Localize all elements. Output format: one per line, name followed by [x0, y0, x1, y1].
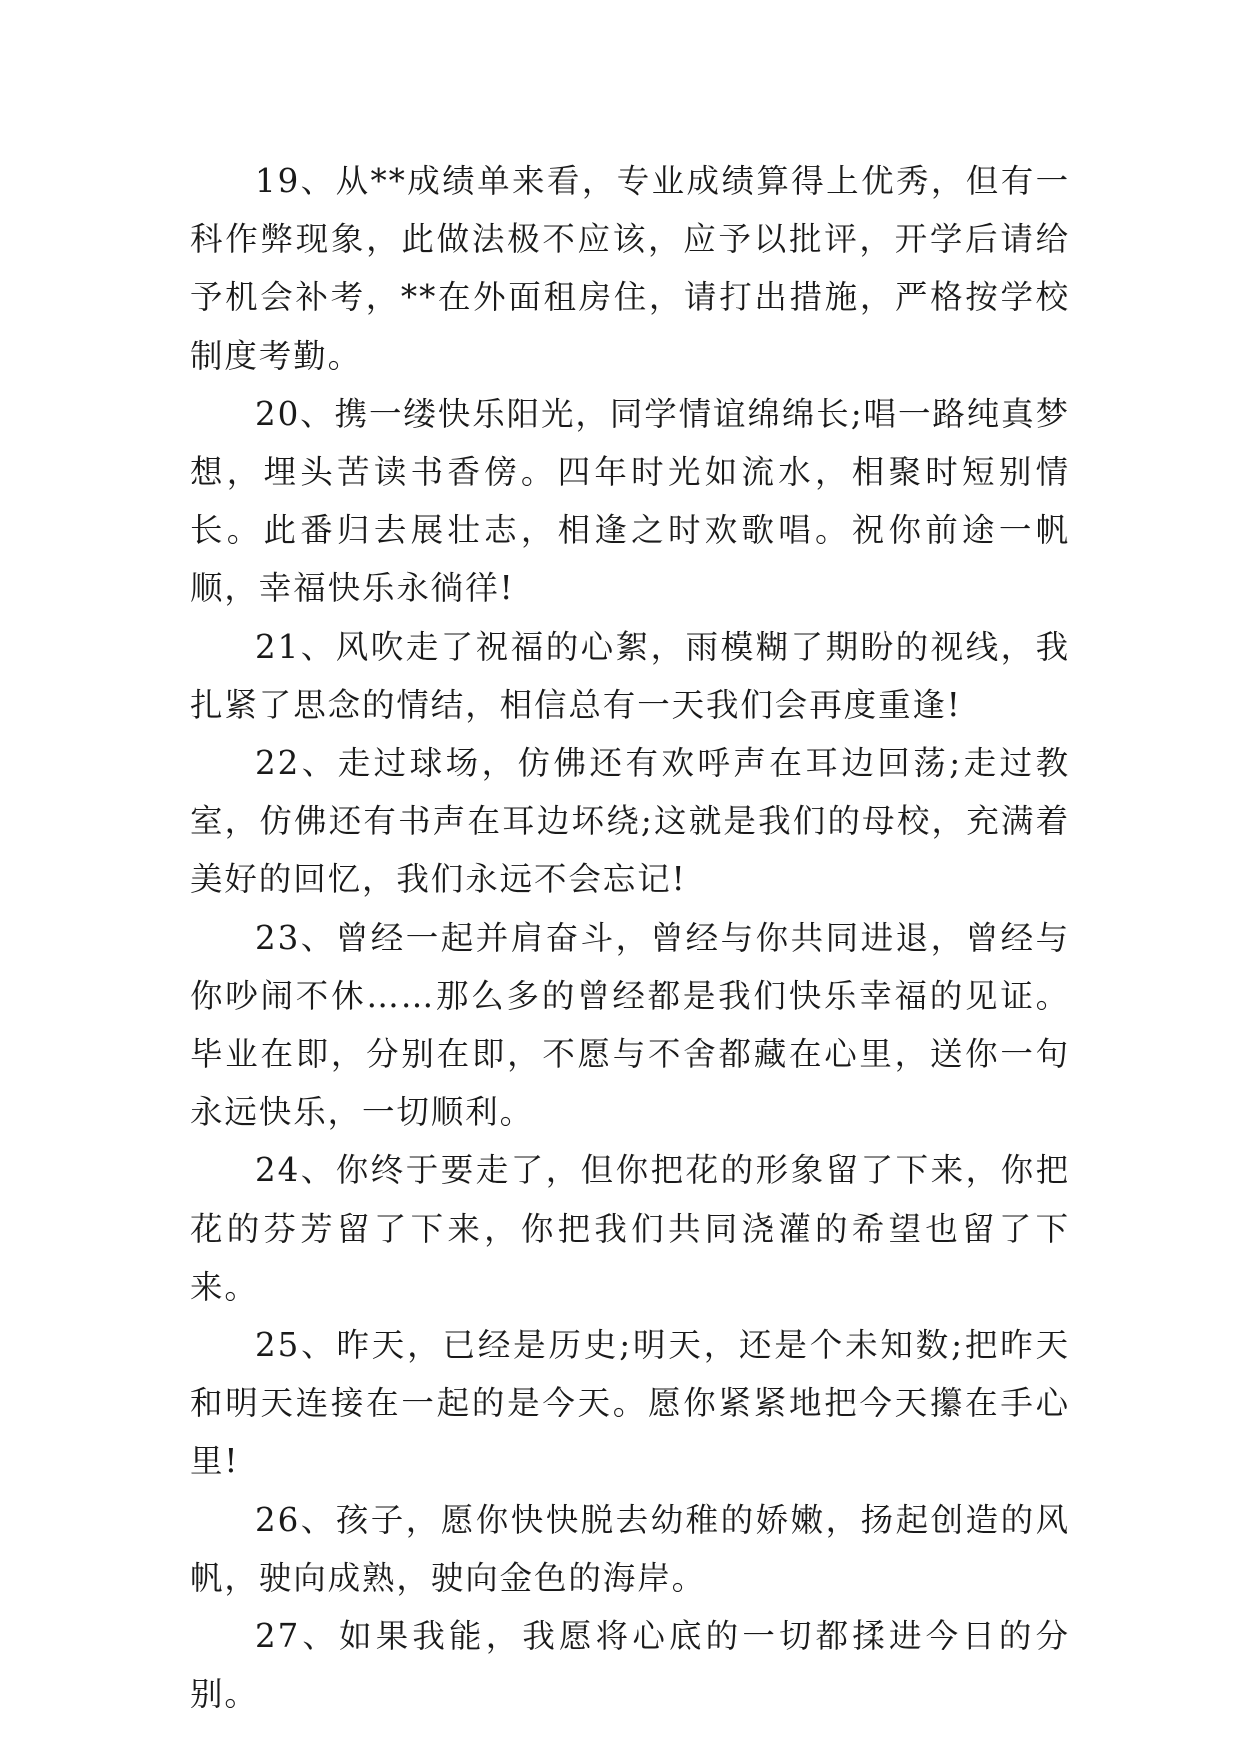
paragraph-23: 23、曾经一起并肩奋斗，曾经与你共同进退，曾经与你吵闹不休……那么多的曾经都是我们快乐幸福的见证。毕业在即，分别在即，不愿与不舍都藏在心里，送你一句永远快乐，一切顺利。 [190, 918, 1070, 1132]
paragraph-26: 26、孩子，愿你快快脱去幼稚的娇嫩，扬起创造的风帆，驶向成熟，驶向金色的海岸。 [190, 1500, 1070, 1597]
paragraph-24: 24、你终于要走了，但你把花的形象留了下来，你把花的芬芳留了下来，你把我们共同浇灌的希望也留了下来。 [190, 1151, 1070, 1306]
paragraph-19: 19、从**成绩单来看，专业成绩算得上优秀，但有一科作弊现象，此做法极不应该，应予以批评，开学后请给予机会补考，**在外面租房住，请打出措施，严格按学校制度考勤。 [190, 162, 1070, 375]
paragraph-21: 21、风吹走了祝福的心絮，雨模糊了期盼的视线，我扎紧了思念的情结，相信总有一天我们会再度重逢! [190, 627, 1070, 724]
document-body [190, 152, 1070, 1723]
paragraph-25: 25、昨天，已经是历史;明天，还是个未知数;把昨天和明天连接在一起的是今天。愿你紧紧地把今天攥在手心里! [190, 1326, 1070, 1481]
paragraph-27: 27、如果我能，我愿将心底的一切都揉进今日的分别。 [190, 1617, 1070, 1714]
paragraph-22: 22、走过球场，仿佛还有欢呼声在耳边回荡;走过教室，仿佛还有书声在耳边坏绕;这就是我们的母校，充满着美好的回忆，我们永远不会忘记! [190, 744, 1070, 899]
paragraph-20: 20、携一缕快乐阳光，同学情谊绵绵长;唱一路纯真梦想，埋头苦读书香傍。四年时光如流水，相聚时短别情长。此番归去展壮志，相逢之时欢歌唱。祝你前途一帆顺，幸福快乐永徜徉! [190, 394, 1070, 608]
